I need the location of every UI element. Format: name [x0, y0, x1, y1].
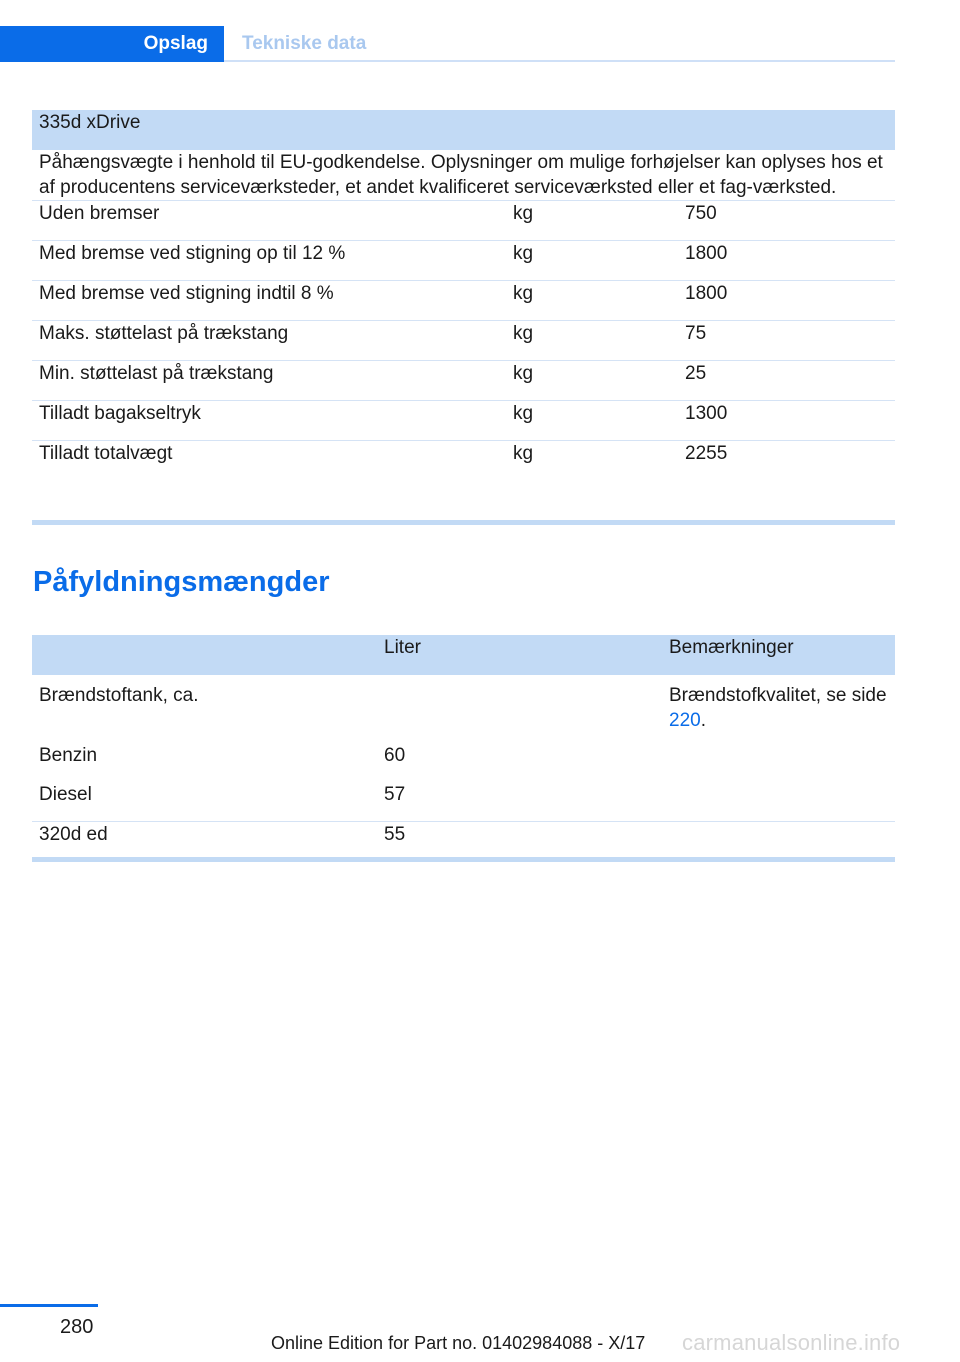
row-unit: kg: [506, 201, 678, 241]
table-row: [32, 782, 895, 822]
row-value: 2255: [678, 441, 895, 481]
table-description: Påhængsvægte i henhold til EU-godkendelse. Oplysninger om mulige forhøjelser kan oplyses hos et af producentens serviceværksteder, et andet kvalificeret serviceværksted eller et fag-værksted.: [39, 152, 883, 198]
row-label: Min. støttelast på trækstang: [32, 361, 506, 401]
row-note: [662, 675, 895, 743]
row-value: 25: [678, 361, 895, 401]
fuel-capacity-table: [32, 635, 895, 861]
table-row: [32, 441, 895, 481]
row-label: Med bremse ved stigning indtil 8 %: [32, 281, 506, 321]
page-number: 280: [60, 1316, 94, 1338]
table-row: [32, 361, 895, 401]
table-end-bar: [32, 857, 895, 862]
row-label: Tilladt bagakseltryk: [32, 401, 506, 441]
footer-rule: [0, 1304, 98, 1307]
tab-tekniske-data[interactable]: Tekniske data: [242, 33, 367, 54]
page-header: [0, 26, 895, 62]
table-row: [32, 201, 895, 241]
row-unit: kg: [506, 401, 678, 441]
row-note: [662, 743, 895, 782]
table-header-row: [32, 635, 895, 675]
row-label: Maks. støttelast på trækstang: [32, 321, 506, 361]
row-value: 75: [678, 321, 895, 361]
header-rule: [224, 60, 895, 62]
row-note: [662, 782, 895, 822]
row-value: 1800: [678, 241, 895, 281]
column-header-notes: Bemærkninger: [662, 635, 895, 675]
row-liter: 60: [384, 745, 406, 766]
model-header: 335d xDrive: [32, 110, 895, 150]
page-reference-link[interactable]: 220: [669, 710, 701, 731]
row-value: 1300: [678, 401, 895, 441]
table-description-row: [32, 150, 895, 201]
table-row: [32, 822, 895, 862]
section-title: Påfyldningsmængder: [33, 566, 330, 598]
row-unit: kg: [506, 281, 678, 321]
row-unit: kg: [506, 361, 678, 401]
row-label: Tilladt totalvægt: [32, 441, 506, 481]
note-text: Brændstofkvalitet, se side: [669, 685, 887, 706]
table-header-row: [32, 110, 895, 150]
row-label: Med bremse ved stigning op til 12 %: [32, 241, 506, 281]
note-suffix: .: [700, 710, 706, 731]
table-row: [32, 281, 895, 321]
row-label: Diesel: [39, 784, 92, 805]
column-header: [32, 635, 377, 675]
row-unit: kg: [506, 441, 678, 481]
row-liter: [377, 675, 662, 743]
tab-opslag[interactable]: Opslag: [0, 26, 224, 62]
table-row: [32, 675, 895, 743]
column-header-liter: Liter: [377, 635, 662, 675]
row-value: 750: [678, 201, 895, 241]
row-value: 1800: [678, 281, 895, 321]
row-liter: 57: [384, 784, 406, 805]
table-row: [32, 401, 895, 441]
edition-text: Online Edition for Part no. 01402984088 - X/17: [271, 1333, 646, 1353]
row-liter: 55: [377, 822, 662, 862]
row-label: Brændstoftank, ca.: [39, 685, 199, 706]
row-unit: kg: [506, 241, 678, 281]
row-note: [662, 822, 895, 862]
watermark: carmanualsonline.info: [682, 1330, 901, 1355]
table-row: [32, 241, 895, 281]
trailer-load-table: [32, 110, 895, 480]
row-unit: kg: [506, 321, 678, 361]
row-label: Benzin: [39, 745, 98, 766]
table-row: [32, 743, 895, 782]
table-row: [32, 321, 895, 361]
table-end-bar: [32, 520, 895, 525]
row-label: 320d ed: [32, 822, 377, 862]
row-label: Uden bremser: [32, 201, 506, 241]
